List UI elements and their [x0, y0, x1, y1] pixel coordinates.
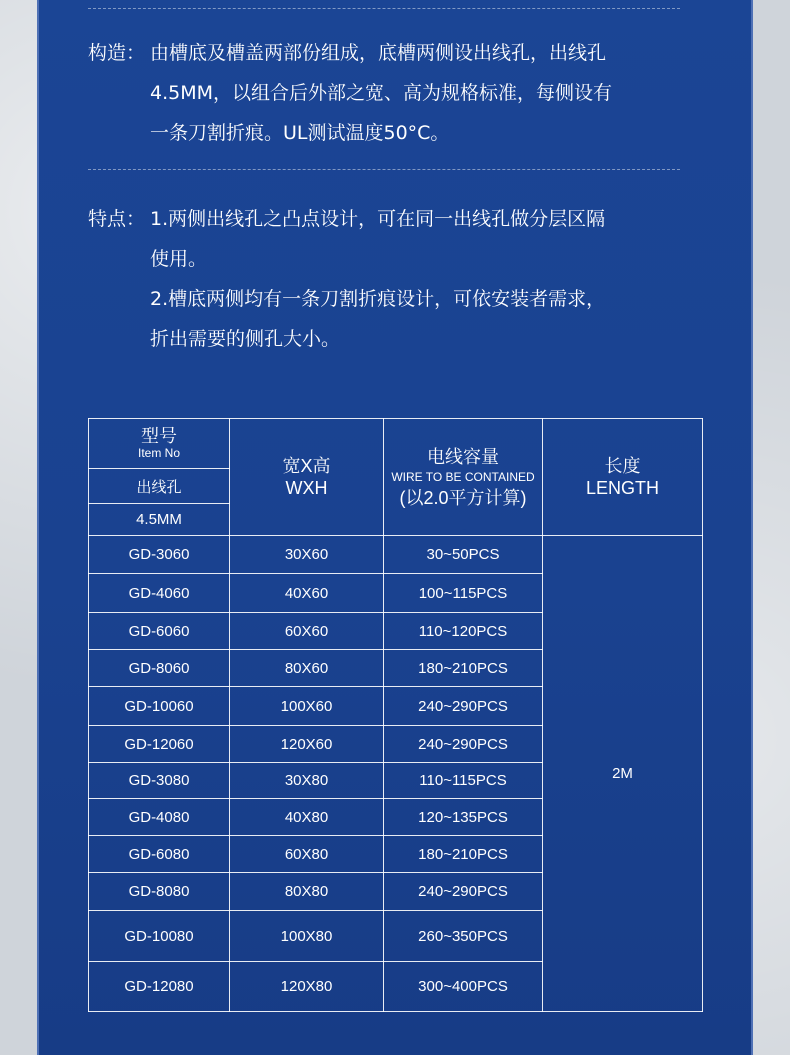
header-hole-value: 4.5MM: [89, 504, 230, 536]
size-cell: 100X80: [230, 911, 384, 962]
header-length-en: LENGTH: [585, 478, 659, 498]
header-size-cell: [230, 419, 384, 536]
features-line: 折出需要的侧孔大小。: [150, 328, 341, 350]
size-cell: 30X60: [230, 536, 384, 574]
capacity-cell: 180~210PCS: [384, 650, 543, 687]
model-cell: GD-4060: [89, 574, 230, 613]
size-cell: 30X80: [230, 763, 384, 799]
features-section: [88, 199, 698, 359]
length-value-cell: 2M: [543, 536, 703, 1012]
capacity-cell: 240~290PCS: [384, 687, 543, 726]
features-label: 特点：: [88, 208, 146, 230]
capacity-cell: 30~50PCS: [384, 536, 543, 574]
spec-table: [88, 418, 703, 1012]
size-cell: 80X60: [230, 650, 384, 687]
size-cell: 40X60: [230, 574, 384, 613]
size-cell: 80X80: [230, 873, 384, 911]
size-cell: 120X60: [230, 726, 384, 763]
header-size-en: WXH: [285, 478, 328, 498]
header-model-en: Item No: [137, 446, 180, 460]
size-cell: 100X60: [230, 687, 384, 726]
model-cell: GD-10080: [89, 911, 230, 962]
capacity-cell: 260~350PCS: [384, 911, 543, 962]
header-capacity-cn: 电线容量: [427, 446, 499, 467]
capacity-cell: 120~135PCS: [384, 799, 543, 836]
header-capacity-note: (以2.0平方计算): [399, 487, 527, 508]
model-cell: GD-6080: [89, 836, 230, 873]
model-cell: GD-3080: [89, 763, 230, 799]
header-length-cell: [543, 419, 703, 536]
size-cell: 60X60: [230, 613, 384, 650]
construction-line: 一条刀割折痕。UL测试温度50°C。: [150, 122, 450, 144]
model-cell: GD-3060: [89, 536, 230, 574]
middle-divider: [88, 169, 680, 170]
capacity-cell: 110~120PCS: [384, 613, 543, 650]
size-cell: 120X80: [230, 962, 384, 1012]
construction-line: 4.5MM，以组合后外部之宽、高为规格标准，每侧设有: [150, 82, 613, 104]
model-cell: GD-12080: [89, 962, 230, 1012]
top-divider: [88, 8, 680, 9]
header-length-cn: 长度: [604, 456, 641, 476]
capacity-cell: 240~290PCS: [384, 726, 543, 763]
capacity-cell: 100~115PCS: [384, 574, 543, 613]
capacity-cell: 180~210PCS: [384, 836, 543, 873]
construction-section: [88, 33, 698, 153]
size-cell: 60X80: [230, 836, 384, 873]
model-cell: GD-12060: [89, 726, 230, 763]
model-cell: GD-8060: [89, 650, 230, 687]
header-model-cn: 型号: [141, 426, 177, 446]
model-cell: GD-6060: [89, 613, 230, 650]
model-cell: GD-8080: [89, 873, 230, 911]
model-cell: GD-10060: [89, 687, 230, 726]
features-line: 1.两侧出线孔之凸点设计，可在同一出线孔做分层区隔: [150, 208, 606, 230]
construction-line: 由槽底及槽盖两部份组成，底槽两侧设出线孔，出线孔: [150, 42, 607, 64]
header-capacity-cell: [384, 419, 543, 536]
header-size-cn: 宽X高: [282, 456, 331, 476]
capacity-cell: 300~400PCS: [384, 962, 543, 1012]
capacity-cell: 240~290PCS: [384, 873, 543, 911]
size-cell: 40X80: [230, 799, 384, 836]
table-row: [89, 536, 703, 574]
model-cell: GD-4080: [89, 799, 230, 836]
header-hole-label: 出线孔: [89, 469, 230, 504]
header-capacity-en: WIRE TO BE CONTAINED: [391, 469, 535, 484]
capacity-cell: 110~115PCS: [384, 763, 543, 799]
features-line: 使用。: [150, 248, 208, 270]
construction-label: 构造：: [88, 42, 146, 64]
table-header-row: [89, 419, 703, 469]
features-line: 2.槽底两侧均有一条刀割折痕设计，可依安装者需求，: [150, 288, 606, 310]
header-model-cell: [89, 419, 230, 469]
